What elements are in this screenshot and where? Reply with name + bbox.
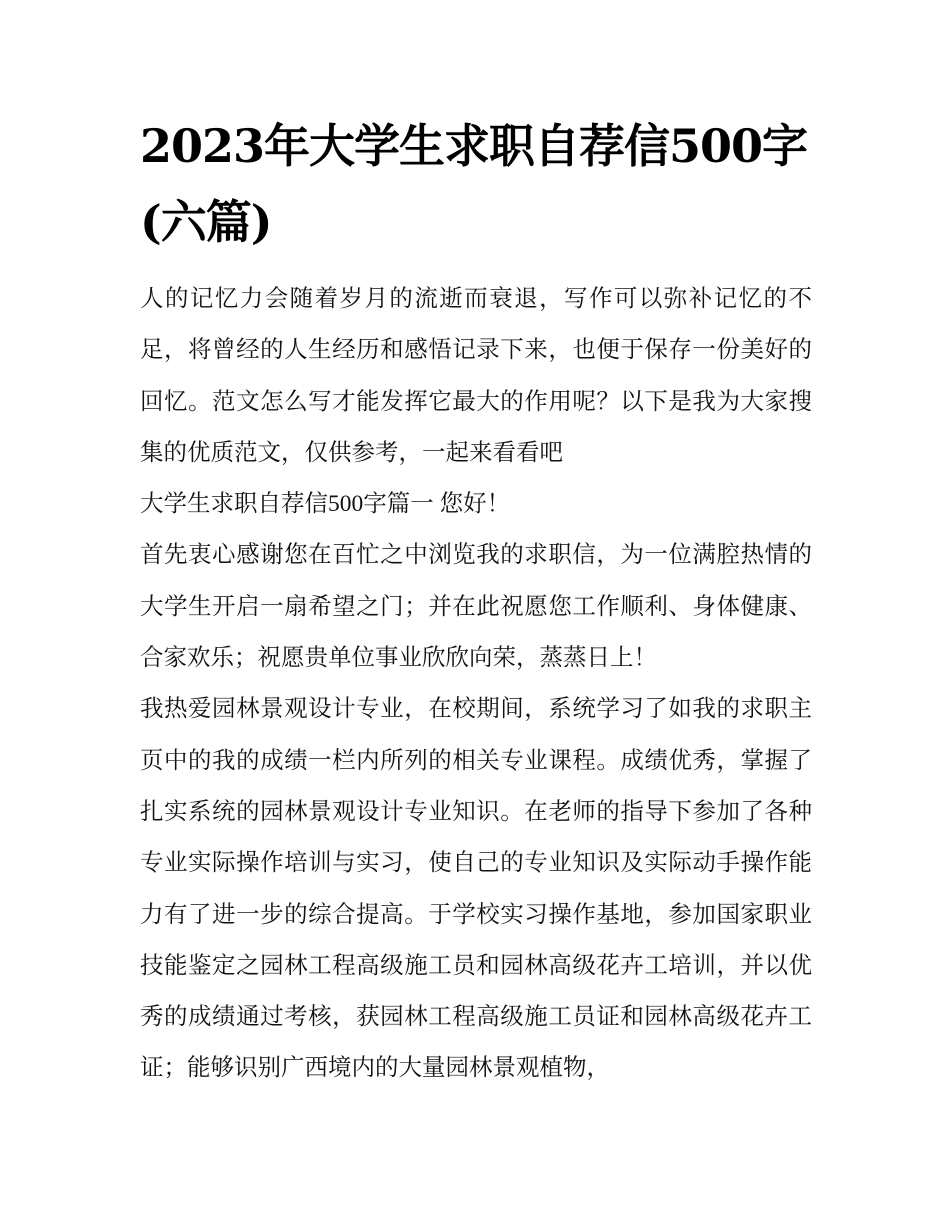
document-title: 2023年大学生求职自荐信500字(六篇) <box>140 119 808 249</box>
paragraph-major: 我热爱园林景观设计专业，在校期间，系统学习了如我的求职主页中的我的成绩一栏内所列的相关专业课程。成绩优秀，掌握了扎实系统的园林景观设计专业知识。在老师的指导下参加了各种专业实际操作培训与实习，使自己的专业知识及实际动手操作能力有了进一步的综合提高。于学校实习操作基地，参加国家职业技能鉴定之园林工程高级施工员和园林高级花卉工培训，并以优秀的成绩通过考核，获园林工程高级施工员证和园林高级花卉工证；能够识别广西境内的大量园林景观植物， <box>140 696 812 1082</box>
paragraph-intro: 人的记忆力会随着岁月的流逝而衰退，写作可以弥补记忆的不足，将曾经的人生经历和感悟记录下来，也便于保存一份美好的回忆。范文怎么写才能发挥它最大的作用呢？以下是我为大家搜集的优质范文，仅供参考，一起来看看吧 <box>140 286 812 466</box>
document-body <box>140 274 812 1095</box>
paragraph-thanks: 首先衷心感谢您在百忙之中浏览我的求职信，为一位满腔热情的大学生开启一扇希望之门；并在此祝愿您工作顺利、身体健康、合家欢乐；祝愿贵单位事业欣欣向荣，蒸蒸日上！ <box>140 542 812 672</box>
paragraph-heading-letter-one: 大学生求职自荐信500字篇一 您好！ <box>140 491 511 518</box>
